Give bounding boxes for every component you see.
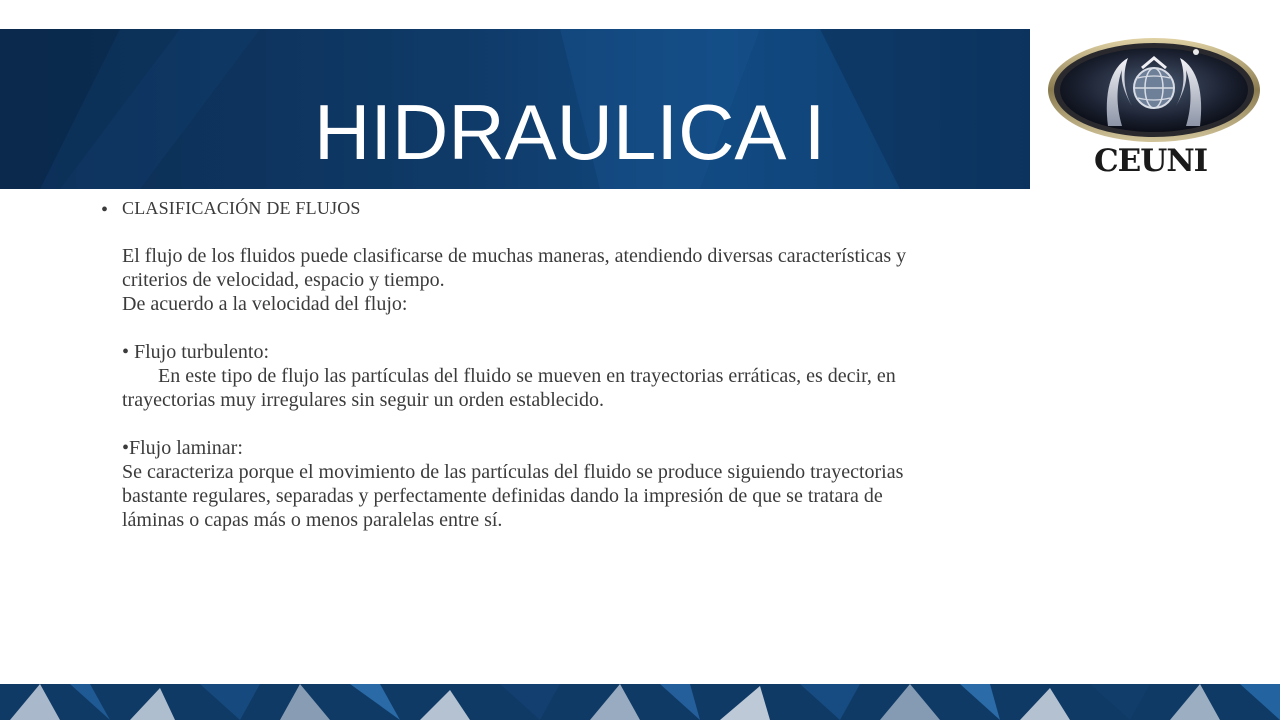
turbulent-text: trayectorias muy irregulares sin seguir un orden establecido.: [122, 389, 605, 411]
laminar-heading: •Flujo laminar:: [122, 437, 243, 459]
spacer: [122, 220, 1182, 244]
intro-line: El flujo de los fluidos puede clasificarse de muchas maneras, atendiendo diversas características y: [122, 245, 907, 267]
bullet-marker: •: [101, 199, 109, 221]
logo-wordmark: CEUNI: [1094, 143, 1208, 179]
title-banner: [0, 29, 1030, 189]
spacer: [122, 412, 1182, 436]
laminar-text: láminas o capas más o menos paralelas entre sí.: [122, 509, 503, 531]
footer-pattern: [0, 684, 1280, 720]
laminar-text: bastante regulares, separadas y perfectamente definidas dando la impresión de que se tratara de: [122, 485, 883, 507]
spacer: [122, 316, 1182, 340]
intro-line: criterios de velocidad, espacio y tiempo.: [122, 269, 445, 291]
intro-line: De acuerdo a la velocidad del flujo:: [122, 293, 408, 315]
slide-body: [122, 196, 1182, 532]
turbulent-heading: • Flujo turbulento:: [122, 341, 270, 363]
laminar-text: Se caracteriza porque el movimiento de las partículas del fluido se produce siguiendo trayectorias: [122, 461, 904, 483]
turbulent-text: En este tipo de flujo las partículas del fluido se mueven en trayectorias erráticas, es decir, en: [158, 365, 896, 387]
footer-band: [0, 684, 1280, 720]
bullet-heading: CLASIFICACIÓN DE FLUJOS: [122, 198, 361, 218]
slide-title: HIDRAULICA I: [314, 88, 826, 176]
